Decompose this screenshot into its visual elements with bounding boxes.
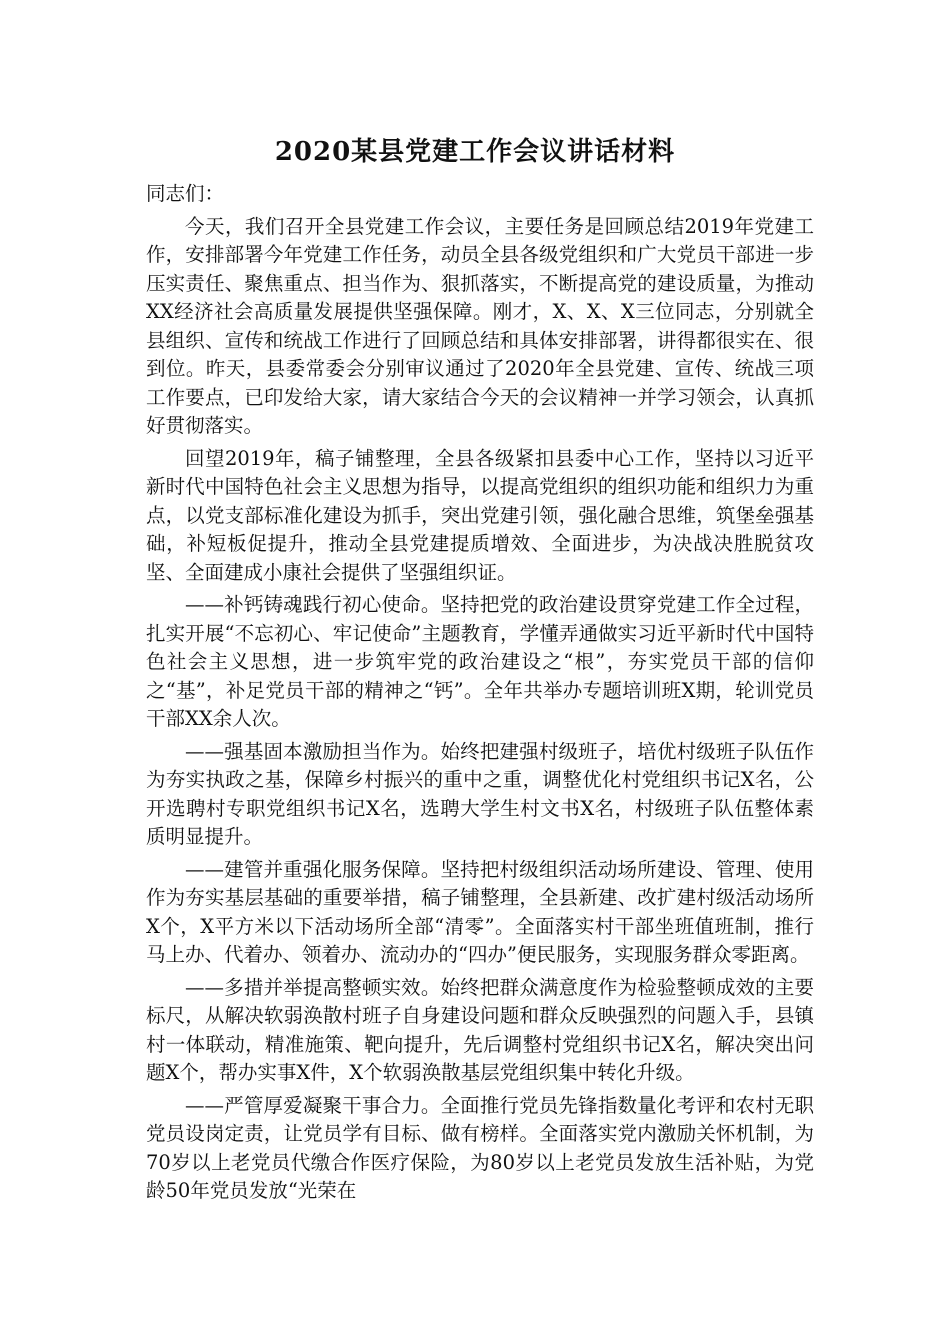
- paragraph-calcium: ——补钙铸魂践行初心使命。坚持把党的政治建设贯穿党建工作全过程，扎实开展“不忘初心、牢记使命”主题教育，学懂弄通做实习近平新时代中国特色社会主义思想，进一步筑牢党的政治建设之“根”，夯实党员干部的信仰之“基”，补足党员干部的精神之“钙”。全年共举办专题培训班X期，轮训党员干部XX余人次。: [146, 593, 814, 730]
- document-body: [146, 180, 814, 1210]
- page-title: 2020某县党建工作会议讲话材料: [274, 137, 676, 167]
- paragraph-rectification: ——多措并举提高整顿实效。始终把群众满意度作为检验整顿成效的主要标尺，从解决软弱涣散村班子自身建设问题和群众反映强烈的问题入手，县镇村一体联动，精准施策、靶向提升，先后调整村党组织书记X名，解决突出问题X个，帮办实事X件，X个软弱涣散基层党组织集中转化升级。: [146, 975, 814, 1084]
- salutation: 同志们：: [146, 182, 225, 205]
- paragraph-review: 回望2019年，稿子铺整理，全县各级紧扣县委中心工作，坚持以习近平新时代中国特色社会主义思想为指导，以提高党组织的组织功能和组织力为重点，以党支部标准化建设为抓手，突出党建引领，强化融合思维，筑堡垒强基础，补短板促提升，推动全县党建提质增效、全面进步，为决战决胜脱贫攻坚、全面建成小康社会提供了坚强组织证。: [146, 446, 814, 584]
- paragraph-intro: 今天，我们召开全县党建工作会议，主要任务是回顾总结2019年党建工作，安排部署今年党建工作任务，动员全县各级党组织和广大党员干部进一步压实责任、聚焦重点、担当作为、狠抓落实，不断提高党的建设质量，为推动XX经济社会高质量发展提供坚强保障。刚才，X、X、X三位同志，分别就全县组织、宣传和统战工作进行了回顾总结和具体安排部署，讲得都很实在、很到位。昨天，县委常委会分别审议通过了2020年全县党建、宣传、统战三项工作要点，已印发给大家，请大家结合今天的会议精神一并学习领会，认真抓好贯彻落实。: [146, 214, 814, 437]
- paragraph-foundation: ——强基固本激励担当作为。始终把建强村级班子，培优村级班子队伍作为夯实执政之基，保障乡村振兴的重中之重，调整优化村党组织书记X名，公开选聘村专职党组织书记X名，选聘大学生村文书X名，村级班子队伍整体素质明显提升。: [146, 739, 814, 848]
- paragraph-management: ——严管厚爱凝聚干事合力。全面推行党员先锋指数量化考评和农村无职党员设岗定责，让党员学有目标、做有榜样。全面落实党内激励关怀机制，为70岁以上老党员代缴合作医疗保险，为80岁以上老党员发放生活补贴，为党龄50年党员发放“光荣在: [146, 1093, 814, 1202]
- paragraph-service: ——建管并重强化服务保障。坚持把村级组织活动场所建设、管理、使用作为夯实基层基础的重要举措，稿子铺整理，全县新建、改扩建村级活动场所X个，X平方米以下活动场所全部“清零”。全面落实村干部坐班值班制，推行马上办、代着办、领着办、流动办的“四办”便民服务，实现服务群众零距离。: [146, 857, 814, 966]
